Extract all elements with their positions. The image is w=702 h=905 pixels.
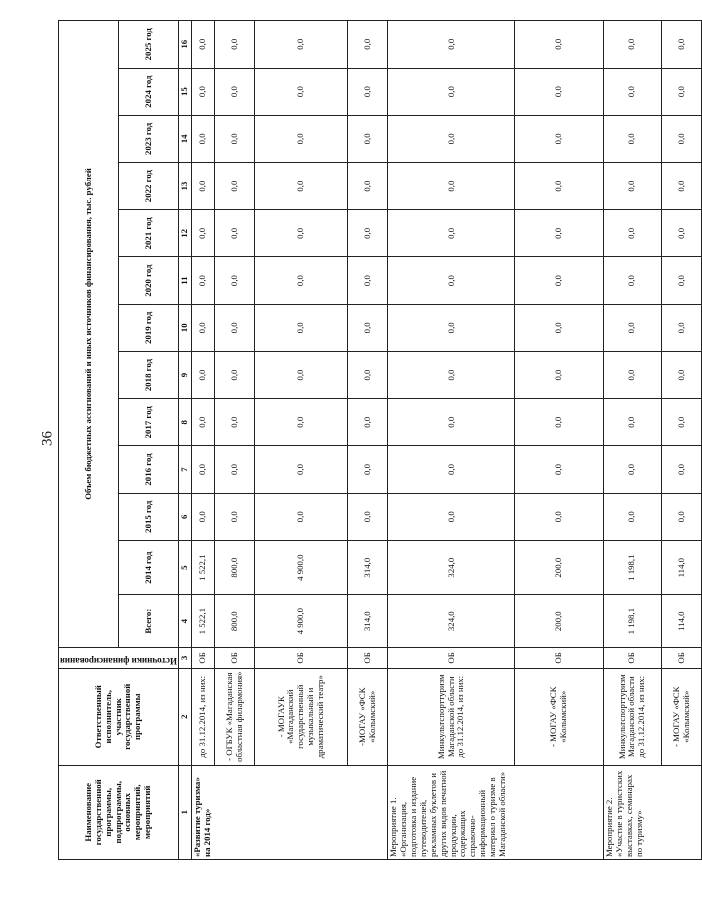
table-row — [191, 21, 214, 860]
source-cell: ОБ — [214, 647, 254, 668]
table-body — [191, 21, 701, 860]
column-number: 6 — [178, 493, 191, 540]
year-value-cell: 0,0 — [661, 68, 701, 115]
column-number: 9 — [178, 351, 191, 398]
column-number: 5 — [178, 540, 191, 595]
header-source-cell — [59, 647, 179, 668]
total-cell: 4 900,0 — [255, 595, 348, 647]
year-value-cell: 0,0 — [348, 210, 388, 257]
year-value-cell: 0,0 — [603, 210, 661, 257]
year-value-cell: 0,0 — [214, 304, 254, 351]
column-number: 2 — [178, 668, 191, 765]
table-row — [661, 21, 701, 860]
header-year: 2023 год — [118, 115, 178, 162]
year-value-cell: 0,0 — [603, 257, 661, 304]
year-value-cell: 0,0 — [348, 162, 388, 209]
year-value-cell: 200,0 — [515, 540, 604, 595]
header-year: 2019 год — [118, 304, 178, 351]
year-value-cell: 0,0 — [348, 493, 388, 540]
table-row — [515, 21, 604, 860]
column-number: 8 — [178, 399, 191, 446]
total-cell: 800,0 — [214, 595, 254, 647]
column-number: 3 — [178, 647, 191, 668]
executor-cell: - МОГАУ «ФСК «Колымский» — [661, 668, 701, 765]
header-executor: Ответственный исполнитель, участник государственной программы — [59, 668, 179, 765]
total-cell: 1 522,1 — [191, 595, 214, 647]
year-value-cell: 0,0 — [191, 493, 214, 540]
year-value-cell: 0,0 — [214, 399, 254, 446]
year-value-cell: 0,0 — [515, 115, 604, 162]
executor-cell: - МОГАУК «Магаданский государственный музыкальный и драматический театр» — [255, 668, 348, 765]
page-number: 36 — [39, 431, 56, 446]
year-value-cell: 0,0 — [191, 210, 214, 257]
year-value-cell: 0,0 — [214, 68, 254, 115]
year-value-cell: 0,0 — [661, 21, 701, 69]
year-value-cell: 0,0 — [388, 351, 515, 398]
year-value-cell: 0,0 — [603, 493, 661, 540]
header-volume-group: Объем бюджетных ассигнований и иных источников финансирования, тыс. рублей — [59, 21, 119, 648]
year-value-cell: 0,0 — [214, 351, 254, 398]
year-value-cell: 4 900,0 — [255, 540, 348, 595]
year-value-cell: 0,0 — [214, 210, 254, 257]
year-value-cell: 0,0 — [388, 399, 515, 446]
rotated-table-frame — [58, 20, 691, 860]
year-value-cell: 0,0 — [603, 162, 661, 209]
year-value-cell: 0,0 — [255, 21, 348, 69]
executor-cell: -МОГАУ «ФСК «Колымский» — [348, 668, 388, 765]
table-row — [348, 21, 388, 860]
year-value-cell: 0,0 — [515, 446, 604, 493]
year-value-cell: 0,0 — [191, 304, 214, 351]
column-number-row — [178, 21, 191, 860]
total-cell: 314,0 — [348, 595, 388, 647]
year-value-cell: 0,0 — [191, 399, 214, 446]
source-cell: ОБ — [191, 647, 214, 668]
year-value-cell: 0,0 — [348, 399, 388, 446]
year-value-cell: 0,0 — [255, 162, 348, 209]
year-value-cell: 0,0 — [191, 446, 214, 493]
year-value-cell: 0,0 — [255, 304, 348, 351]
year-value-cell: 0,0 — [661, 304, 701, 351]
header-year: 2021 год — [118, 210, 178, 257]
source-cell: ОБ — [388, 647, 515, 668]
total-cell: 324,0 — [388, 595, 515, 647]
header-source: Источники финансирования — [60, 655, 177, 666]
header-year: 2022 год — [118, 162, 178, 209]
year-value-cell: 0,0 — [661, 115, 701, 162]
year-value-cell: 0,0 — [388, 21, 515, 69]
column-number: 11 — [178, 257, 191, 304]
year-value-cell: 0,0 — [255, 493, 348, 540]
year-value-cell: 0,0 — [661, 446, 701, 493]
total-cell: 114,0 — [661, 595, 701, 647]
year-value-cell: 0,0 — [603, 21, 661, 69]
year-value-cell: 0,0 — [191, 257, 214, 304]
year-value-cell: 0,0 — [603, 351, 661, 398]
year-value-cell: 0,0 — [661, 399, 701, 446]
year-value-cell: 0,0 — [255, 446, 348, 493]
total-cell: 200,0 — [515, 595, 604, 647]
year-value-cell: 0,0 — [661, 493, 701, 540]
table-row — [255, 21, 348, 860]
year-value-cell: 0,0 — [388, 493, 515, 540]
header-row — [59, 21, 119, 860]
year-value-cell: 0,0 — [603, 399, 661, 446]
header-year: 2017 год — [118, 399, 178, 446]
table-row — [603, 21, 661, 860]
year-value-cell: 0,0 — [603, 304, 661, 351]
year-value-cell: 0,0 — [214, 115, 254, 162]
header-year: 2020 год — [118, 257, 178, 304]
year-value-cell: 0,0 — [388, 304, 515, 351]
header-year: 2018 год — [118, 351, 178, 398]
year-value-cell: 0,0 — [388, 446, 515, 493]
year-value-cell: 0,0 — [515, 304, 604, 351]
year-value-cell: 0,0 — [515, 21, 604, 69]
year-value-cell: 0,0 — [191, 351, 214, 398]
year-value-cell: 0,0 — [388, 210, 515, 257]
header-year: 2014 год — [118, 540, 178, 595]
header-year: 2015 год — [118, 493, 178, 540]
column-number: 4 — [178, 595, 191, 647]
source-cell: ОБ — [348, 647, 388, 668]
financing-table — [58, 20, 702, 860]
header-total: Всего: — [118, 595, 178, 647]
year-value-cell: 0,0 — [191, 115, 214, 162]
year-value-cell: 1 522,1 — [191, 540, 214, 595]
executor-cell: - ОГБУК «Магаданская областная филармония» — [214, 668, 254, 765]
source-cell: ОБ — [603, 647, 661, 668]
year-value-cell: 0,0 — [214, 21, 254, 69]
year-value-cell: 0,0 — [661, 257, 701, 304]
year-value-cell: 324,0 — [388, 540, 515, 595]
year-value-cell: 1 198,1 — [603, 540, 661, 595]
year-value-cell: 0,0 — [388, 115, 515, 162]
source-cell: ОБ — [661, 647, 701, 668]
table-row — [214, 21, 254, 860]
year-value-cell: 0,0 — [515, 68, 604, 115]
year-value-cell: 0,0 — [348, 115, 388, 162]
column-number: 7 — [178, 446, 191, 493]
year-value-cell: 0,0 — [515, 351, 604, 398]
year-value-cell: 114,0 — [661, 540, 701, 595]
year-value-cell: 0,0 — [255, 351, 348, 398]
source-cell: ОБ — [255, 647, 348, 668]
year-value-cell: 0,0 — [603, 115, 661, 162]
total-cell: 1 198,1 — [603, 595, 661, 647]
year-value-cell: 800,0 — [214, 540, 254, 595]
program-name-cell: «Развитие туризма» на 2014 год» — [191, 765, 387, 859]
year-value-cell: 0,0 — [191, 21, 214, 69]
year-value-cell: 0,0 — [255, 257, 348, 304]
year-value-cell: 0,0 — [515, 162, 604, 209]
year-value-cell: 0,0 — [255, 210, 348, 257]
year-value-cell: 314,0 — [348, 540, 388, 595]
year-value-cell: 0,0 — [348, 21, 388, 69]
year-value-cell: 0,0 — [255, 399, 348, 446]
program-name-cell: Мероприятие 1. «Организация, подготовка и издание путеводителей, рекламных буклетов и других видов печатной продукции, содержащих справочно-информационный материал о туризме в Магаданской области» — [388, 765, 604, 859]
year-value-cell: 0,0 — [388, 68, 515, 115]
executor-cell: Минкультспорттуризм Магаданской области до 31.12.2014, из них: — [603, 668, 661, 765]
year-value-cell: 0,0 — [515, 399, 604, 446]
header-year: 2025 год — [118, 21, 178, 69]
year-value-cell: 0,0 — [348, 446, 388, 493]
year-value-cell: 0,0 — [214, 257, 254, 304]
year-value-cell: 0,0 — [603, 68, 661, 115]
year-value-cell: 0,0 — [348, 257, 388, 304]
column-number: 12 — [178, 210, 191, 257]
source-cell: ОБ — [515, 647, 604, 668]
year-value-cell: 0,0 — [255, 68, 348, 115]
year-value-cell: 0,0 — [348, 351, 388, 398]
year-value-cell: 0,0 — [661, 162, 701, 209]
column-number: 13 — [178, 162, 191, 209]
year-value-cell: 0,0 — [255, 115, 348, 162]
executor-cell: Минкультспорттуризм Магаданской области до 31.12.2014, из них: — [388, 668, 515, 765]
year-value-cell: 0,0 — [191, 68, 214, 115]
year-value-cell: 0,0 — [214, 162, 254, 209]
year-value-cell: 0,0 — [515, 257, 604, 304]
year-value-cell: 0,0 — [603, 446, 661, 493]
program-name-cell: Мероприятие 2. «Участие в туристских выставках, семинарах по туризму» — [603, 765, 701, 859]
year-value-cell: 0,0 — [348, 304, 388, 351]
year-value-cell: 0,0 — [515, 210, 604, 257]
column-number: 10 — [178, 304, 191, 351]
year-value-cell: 0,0 — [214, 493, 254, 540]
year-value-cell: 0,0 — [661, 210, 701, 257]
year-value-cell: 0,0 — [388, 257, 515, 304]
year-value-cell: 0,0 — [388, 162, 515, 209]
year-value-cell: 0,0 — [214, 446, 254, 493]
column-number: 14 — [178, 115, 191, 162]
header-year: 2024 год — [118, 68, 178, 115]
year-value-cell: 0,0 — [348, 68, 388, 115]
column-number: 16 — [178, 21, 191, 69]
year-value-cell: 0,0 — [191, 162, 214, 209]
table-row — [388, 21, 515, 860]
executor-cell: - МОГАУ «ФСК «Колымский» — [515, 668, 604, 765]
header-program-name: Наименование государственной программы, подпрограммы, основных мероприятий, мероприятий — [59, 765, 179, 859]
executor-cell: до 31.12.2014, из них: — [191, 668, 214, 765]
year-value-cell: 0,0 — [661, 351, 701, 398]
column-number: 15 — [178, 68, 191, 115]
year-value-cell: 0,0 — [515, 493, 604, 540]
header-year: 2016 год — [118, 446, 178, 493]
column-number: 1 — [178, 765, 191, 859]
